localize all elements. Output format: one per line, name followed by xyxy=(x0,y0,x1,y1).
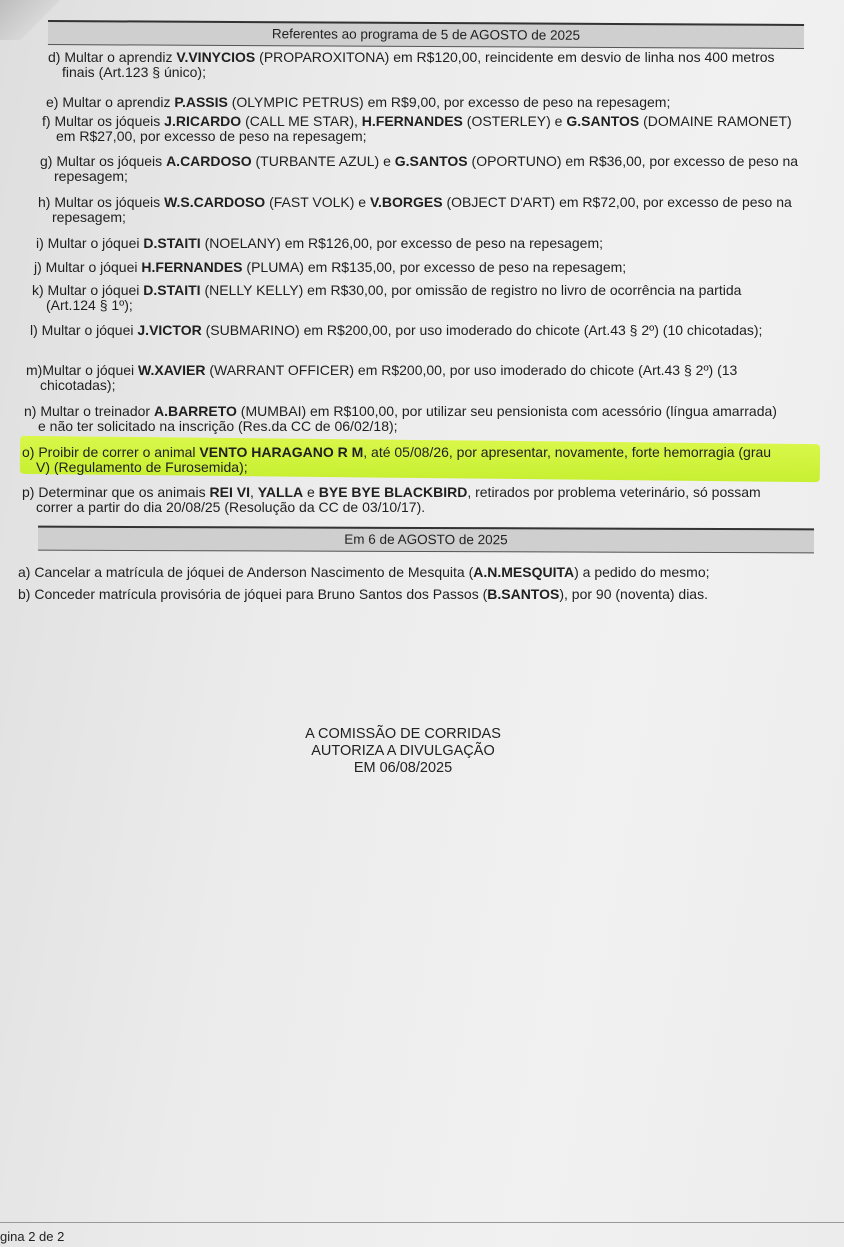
list-item-o: o) Proibir de correr o animal VENTO HARAGANO R M, até 05/08/26, por apresentar, novamente, forte hemorragia (grau V) (Regulamento de Furosemida); xyxy=(22,444,772,475)
list-item-n: n) Multar o treinador A.BARRETO (MUMBAI) em R$100,00, por utilizar seu pensionista com acessório (língua amarrada) e não ter solicitado na inscrição (Res.da CC de 06/02/18); xyxy=(24,403,777,434)
list-item-m: m)Multar o jóquei W.XAVIER (WARRANT OFFICER) em R$200,00, por uso imoderado do chicote (Art.43 § 2º) (13 chicotadas); xyxy=(26,362,738,393)
list-item-j: j) Multar o jóquei H.FERNANDES (PLUMA) em R$135,00, por excesso de peso na repesagem; xyxy=(34,259,627,275)
list-item-a: a) Cancelar a matrícula de jóquei de Anderson Nascimento de Mesquita (A.N.MESQUITA) a pedido do mesmo; xyxy=(18,564,710,580)
list-item-g: g) Multar os jóqueis A.CARDOSO (TURBANTE AZUL) e G.SANTOS (OPORTUNO) em R$36,00, por excesso de peso na repesagem; xyxy=(40,153,799,184)
list-item-e: e) Multar o aprendiz P.ASSIS (OLYMPIC PETRUS) em R$9,00, por excesso de peso na repesagem; xyxy=(46,94,671,110)
section1-heading: Referentes ao programa de 5 de AGOSTO de 2025 xyxy=(48,20,804,49)
section2-heading: Em 6 de AGOSTO de 2025 xyxy=(38,526,814,554)
list-item-h: h) Multar os jóqueis W.S.CARDOSO (FAST VOLK) e V.BORGES (OBJECT D'ART) em R$72,00, por excesso de peso na repesagem; xyxy=(38,194,792,225)
page-number: gina 2 de 2 xyxy=(0,1229,65,1244)
signature-line-3: EM 06/08/2025 xyxy=(353,760,453,776)
list-item-k: k) Multar o jóquei D.STAITI (NELLY KELLY) em R$30,00, por omissão de registro no livro de ocorrência na partida (Art.124 § 1º); xyxy=(32,282,742,313)
list-item-f: f) Multar os jóqueis J.RICARDO (CALL ME STAR), H.FERNANDES (OSTERLEY) e G.SANTOS (DOMAINE RAMONET) em R$27,00, por excesso de peso na repesagem; xyxy=(42,113,792,144)
list-item-l: l) Multar o jóquei J.VICTOR (SUBMARINO) em R$200,00, por uso imoderado do chicote (Art.43 § 2º) (10 chicotadas); xyxy=(30,322,763,338)
signature-line-2: AUTORIZA A DIVULGAÇÃO xyxy=(311,743,495,759)
signature-block xyxy=(290,726,516,777)
list-item-i: i) Multar o jóquei D.STAITI (NOELANY) em R$126,00, por excesso de peso na repesagem; xyxy=(36,235,604,251)
list-item-d: d) Multar o aprendiz V.VINYCIOS (PROPAROXITONA) em R$120,00, reincidente em desvio de linha nos 400 metros finais (Art.123 § único); xyxy=(48,49,775,80)
list-item-p: p) Determinar que os animais REI VI, YALLA e BYE BYE BLACKBIRD, retirados por problema veterinário, só possam correr a partir do dia 20/08/25 (Resolução da CC de 03/10/17). xyxy=(22,484,761,515)
list-item-b: b) Conceder matrícula provisória de jóquei para Bruno Santos dos Passos (B.SANTOS), por 90 (noventa) dias. xyxy=(18,586,708,602)
signature-line-1: A COMISSÃO DE CORRIDAS xyxy=(305,726,501,742)
footer-divider xyxy=(0,1222,844,1223)
